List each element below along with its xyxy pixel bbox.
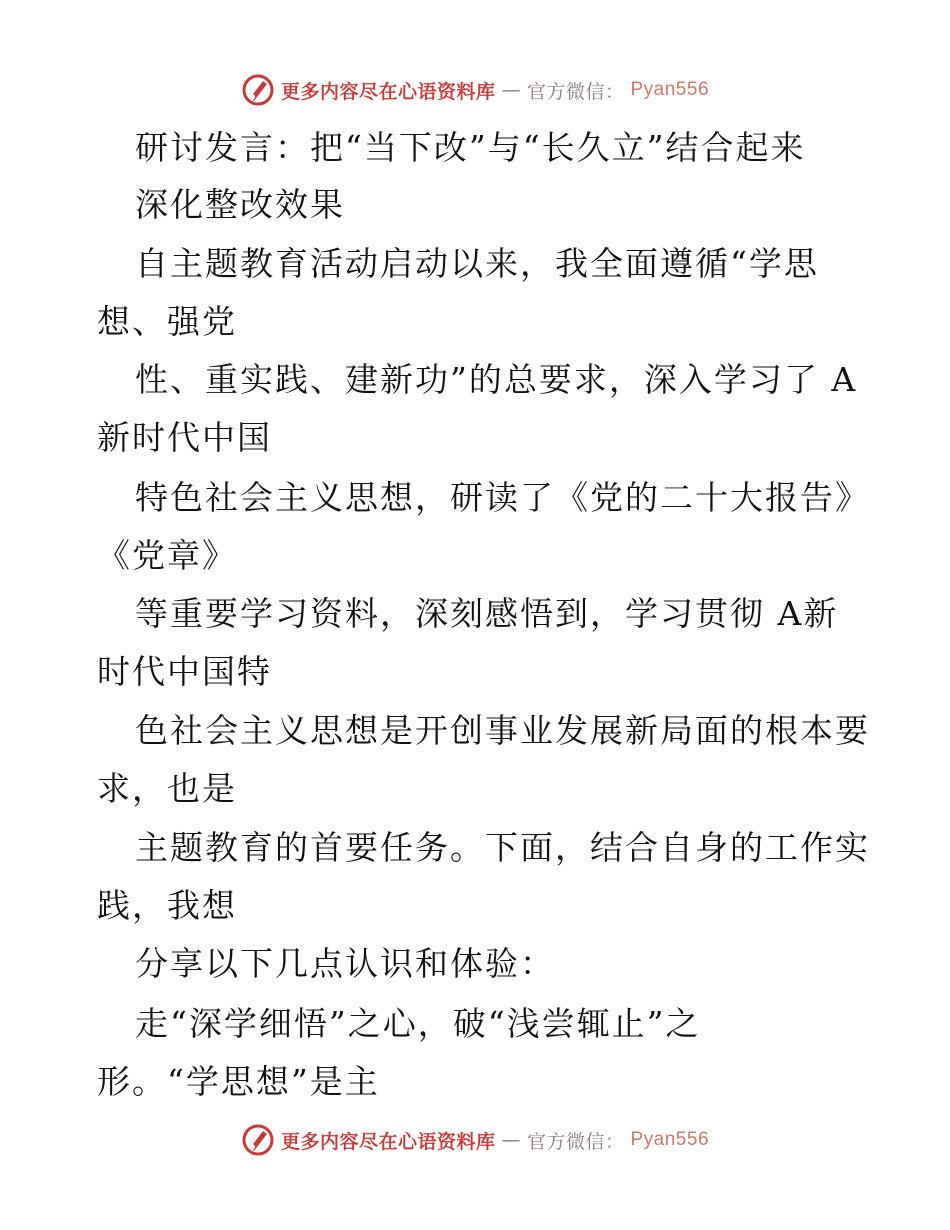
paragraph-line: 想、强党 <box>97 302 237 341</box>
banner-wechat-label: 官方微信： <box>526 1130 625 1153</box>
paragraph-line: 践，我想 <box>97 886 237 925</box>
paragraph-line: 走“深学细悟”之心，破“浅尝辄止”之 <box>135 1004 701 1043</box>
paragraph-line: 性、重实践、建新功”的总要求，深入学习了 A <box>135 360 858 399</box>
paragraph-line: 主题教育的首要任务。下面，结合自身的工作实 <box>135 828 870 867</box>
doc-title-line-1: 研讨发言：把“当下改”与“长久立”结合起来 <box>135 128 806 167</box>
pen-logo-icon <box>241 1123 275 1157</box>
paragraph-line: 自主题教育活动启动以来，我全面遵循“学思 <box>135 244 819 283</box>
banner-dash: — <box>501 79 521 101</box>
paragraph-line: 新时代中国 <box>97 418 272 457</box>
paragraph-line: 时代中国特 <box>97 652 272 691</box>
paragraph-line: 色社会主义思想是开创事业发展新局面的根本要 <box>135 711 870 750</box>
pen-logo-icon <box>241 73 275 107</box>
paragraph-line: 等重要学习资料，深刻感悟到，学习贯彻 A新 <box>135 594 839 633</box>
footer-banner <box>0 1120 950 1160</box>
paragraph-line: 《党章》 <box>97 536 237 575</box>
banner-library-text: 更多内容尽在心语资料库 <box>280 80 496 103</box>
banner-dash: — <box>501 1129 521 1151</box>
banner-account: Pyan556 <box>630 79 710 100</box>
paragraph-line: 特色社会主义思想，研读了《党的二十大报告》 <box>135 478 870 517</box>
paragraph-line: 形。“学思想”是主 <box>97 1062 380 1101</box>
doc-title-line-2: 深化整改效果 <box>135 185 345 224</box>
banner-library-text: 更多内容尽在心语资料库 <box>280 1130 496 1153</box>
paragraph-line: 分享以下几点认识和体验： <box>135 944 555 983</box>
header-banner <box>0 70 950 110</box>
paragraph-line: 求，也是 <box>97 769 237 808</box>
banner-wechat-label: 官方微信： <box>526 80 625 103</box>
banner-account: Pyan556 <box>630 1129 710 1150</box>
